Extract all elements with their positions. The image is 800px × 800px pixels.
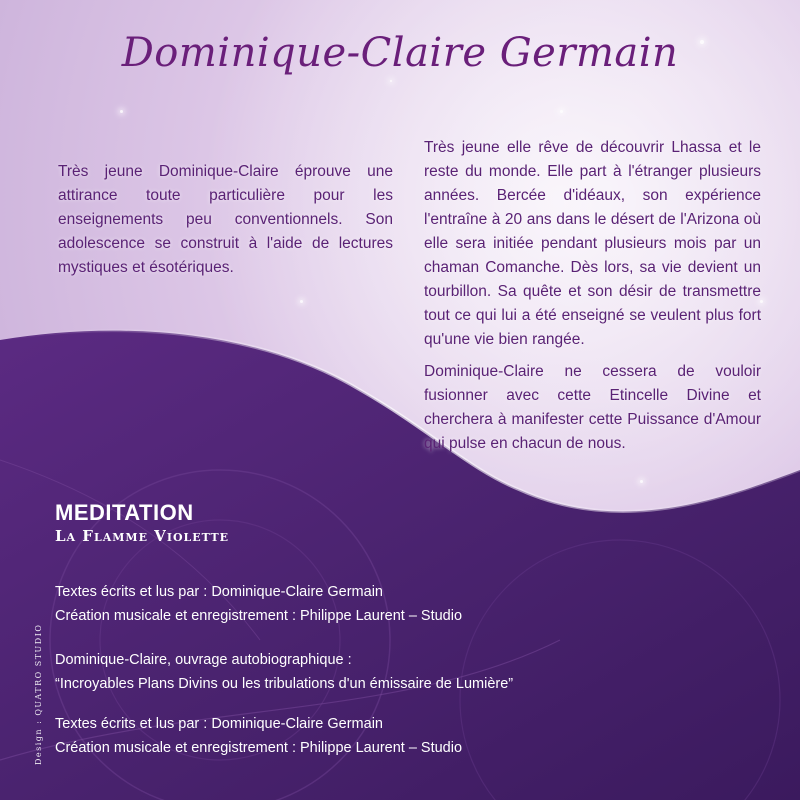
sparkle: [640, 480, 643, 483]
album-heading: MEDITATION: [55, 500, 194, 525]
biography-paragraph: Très jeune elle rêve de découvrir Lhassa et le reste du monde. Elle part à l'étranger plusieurs années. Bercée d'idéaux, son expérience l'entraîne à 20 ans dans le désert de l'Arizona où elle sera initiée pendant plusieurs mois par un chaman Comanche. Dès lors, sa vie devient un tourbillon. Sa quête et son désir de transmettre tout ce qui lui a été enseigné se veulent plus fort qu'une vie bien rangée.: [424, 139, 761, 348]
biography-left-column: [58, 160, 393, 288]
sparkle: [560, 110, 563, 113]
credit-line: Dominique-Claire, ouvrage autobiographique :: [55, 652, 352, 668]
biography-paragraph: Dominique-Claire ne cessera de vouloir fusionner avec cette Etincelle Divine et cherchera à manifester cette Puissance d'Amour qui pulse en chacun de nous.: [424, 363, 761, 452]
biography-right-column: [424, 136, 761, 464]
credit-line: Création musicale et enregistrement : Philippe Laurent – Studio: [55, 740, 463, 756]
sparkle: [120, 110, 123, 113]
credits-block: [55, 712, 462, 760]
credit-line: Textes écrits et lus par : Dominique-Claire Germain: [55, 716, 383, 732]
credit-line: Création musicale et enregistrement : Philippe Laurent – Studio: [55, 608, 463, 624]
sparkle: [390, 80, 392, 82]
biography-paragraph: Très jeune Dominique-Claire éprouve une attirance toute particulière pour les enseignements peu conventionnels. Son adolescence se construit à l'aide de lectures mystiques et ésotériques.: [58, 163, 393, 276]
credits-block: [55, 648, 513, 696]
page-title: Dominique-Claire Germain: [121, 30, 679, 76]
credit-line: “Incroyables Plans Divins ou les tribulations d'un émissaire de Lumière”: [55, 676, 514, 692]
credit-line: Textes écrits et lus par : Dominique-Claire Germain: [55, 584, 383, 600]
design-credit: Design : QUATRO STUDIO: [34, 623, 43, 765]
sparkle: [300, 300, 303, 303]
credits-block: [55, 580, 462, 628]
album-subtitle: La Flamme Violette: [55, 527, 230, 545]
